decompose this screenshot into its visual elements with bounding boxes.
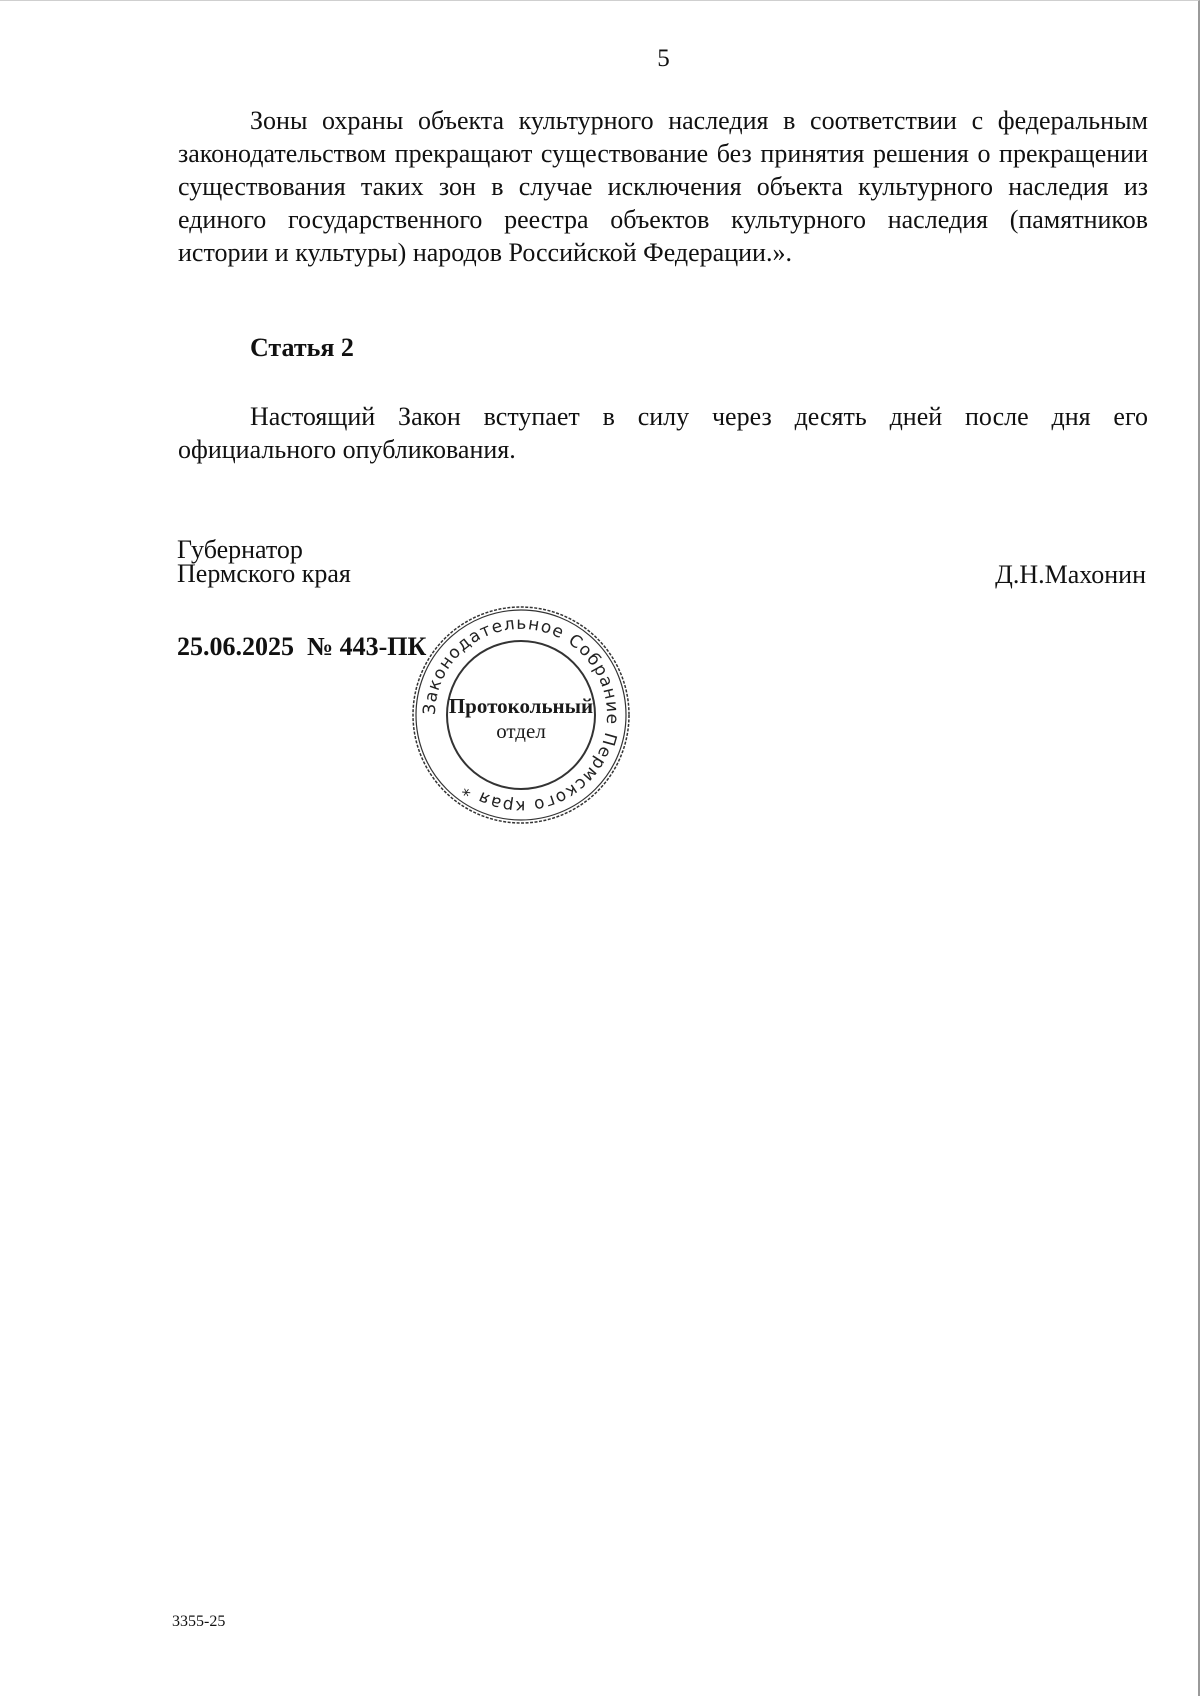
svg-text:Законодательное Собрание Пермс: Законодательное Собрание Пермского края * — [419, 613, 623, 817]
paragraph-zones-protection: Зоны охраны объекта культурного наследия в соответствии с федеральным законодательством прекращают существование без принятия решения о прекращении существования таких зон в случае исключения объекта культурного наследия из единого государственного реестра объектов культурного наследия (памятников истории и культуры) народов Российской Федерации.». — [178, 106, 1148, 267]
official-seal — [410, 604, 632, 826]
signatory-position — [177, 535, 351, 588]
seal-center-line-2: отдел — [496, 719, 546, 743]
signatory-position-line-1: Губернатор — [177, 535, 303, 564]
seal-center-line-1: Протокольный — [448, 694, 594, 718]
page-number: 5 — [657, 45, 670, 72]
signatory-position-line-2: Пермского края — [177, 559, 351, 588]
signatory-name: Д.Н.Махонин — [995, 560, 1146, 589]
document-code: 3355-25 — [172, 1613, 226, 1630]
article-heading: Статья 2 — [250, 333, 354, 362]
law-date-number: 25.06.2025 № 443-ПК — [177, 632, 427, 661]
paragraph-entry-into-force: Настоящий Закон вступает в силу через десять дней после дня его официального опубликования. — [178, 402, 1148, 464]
